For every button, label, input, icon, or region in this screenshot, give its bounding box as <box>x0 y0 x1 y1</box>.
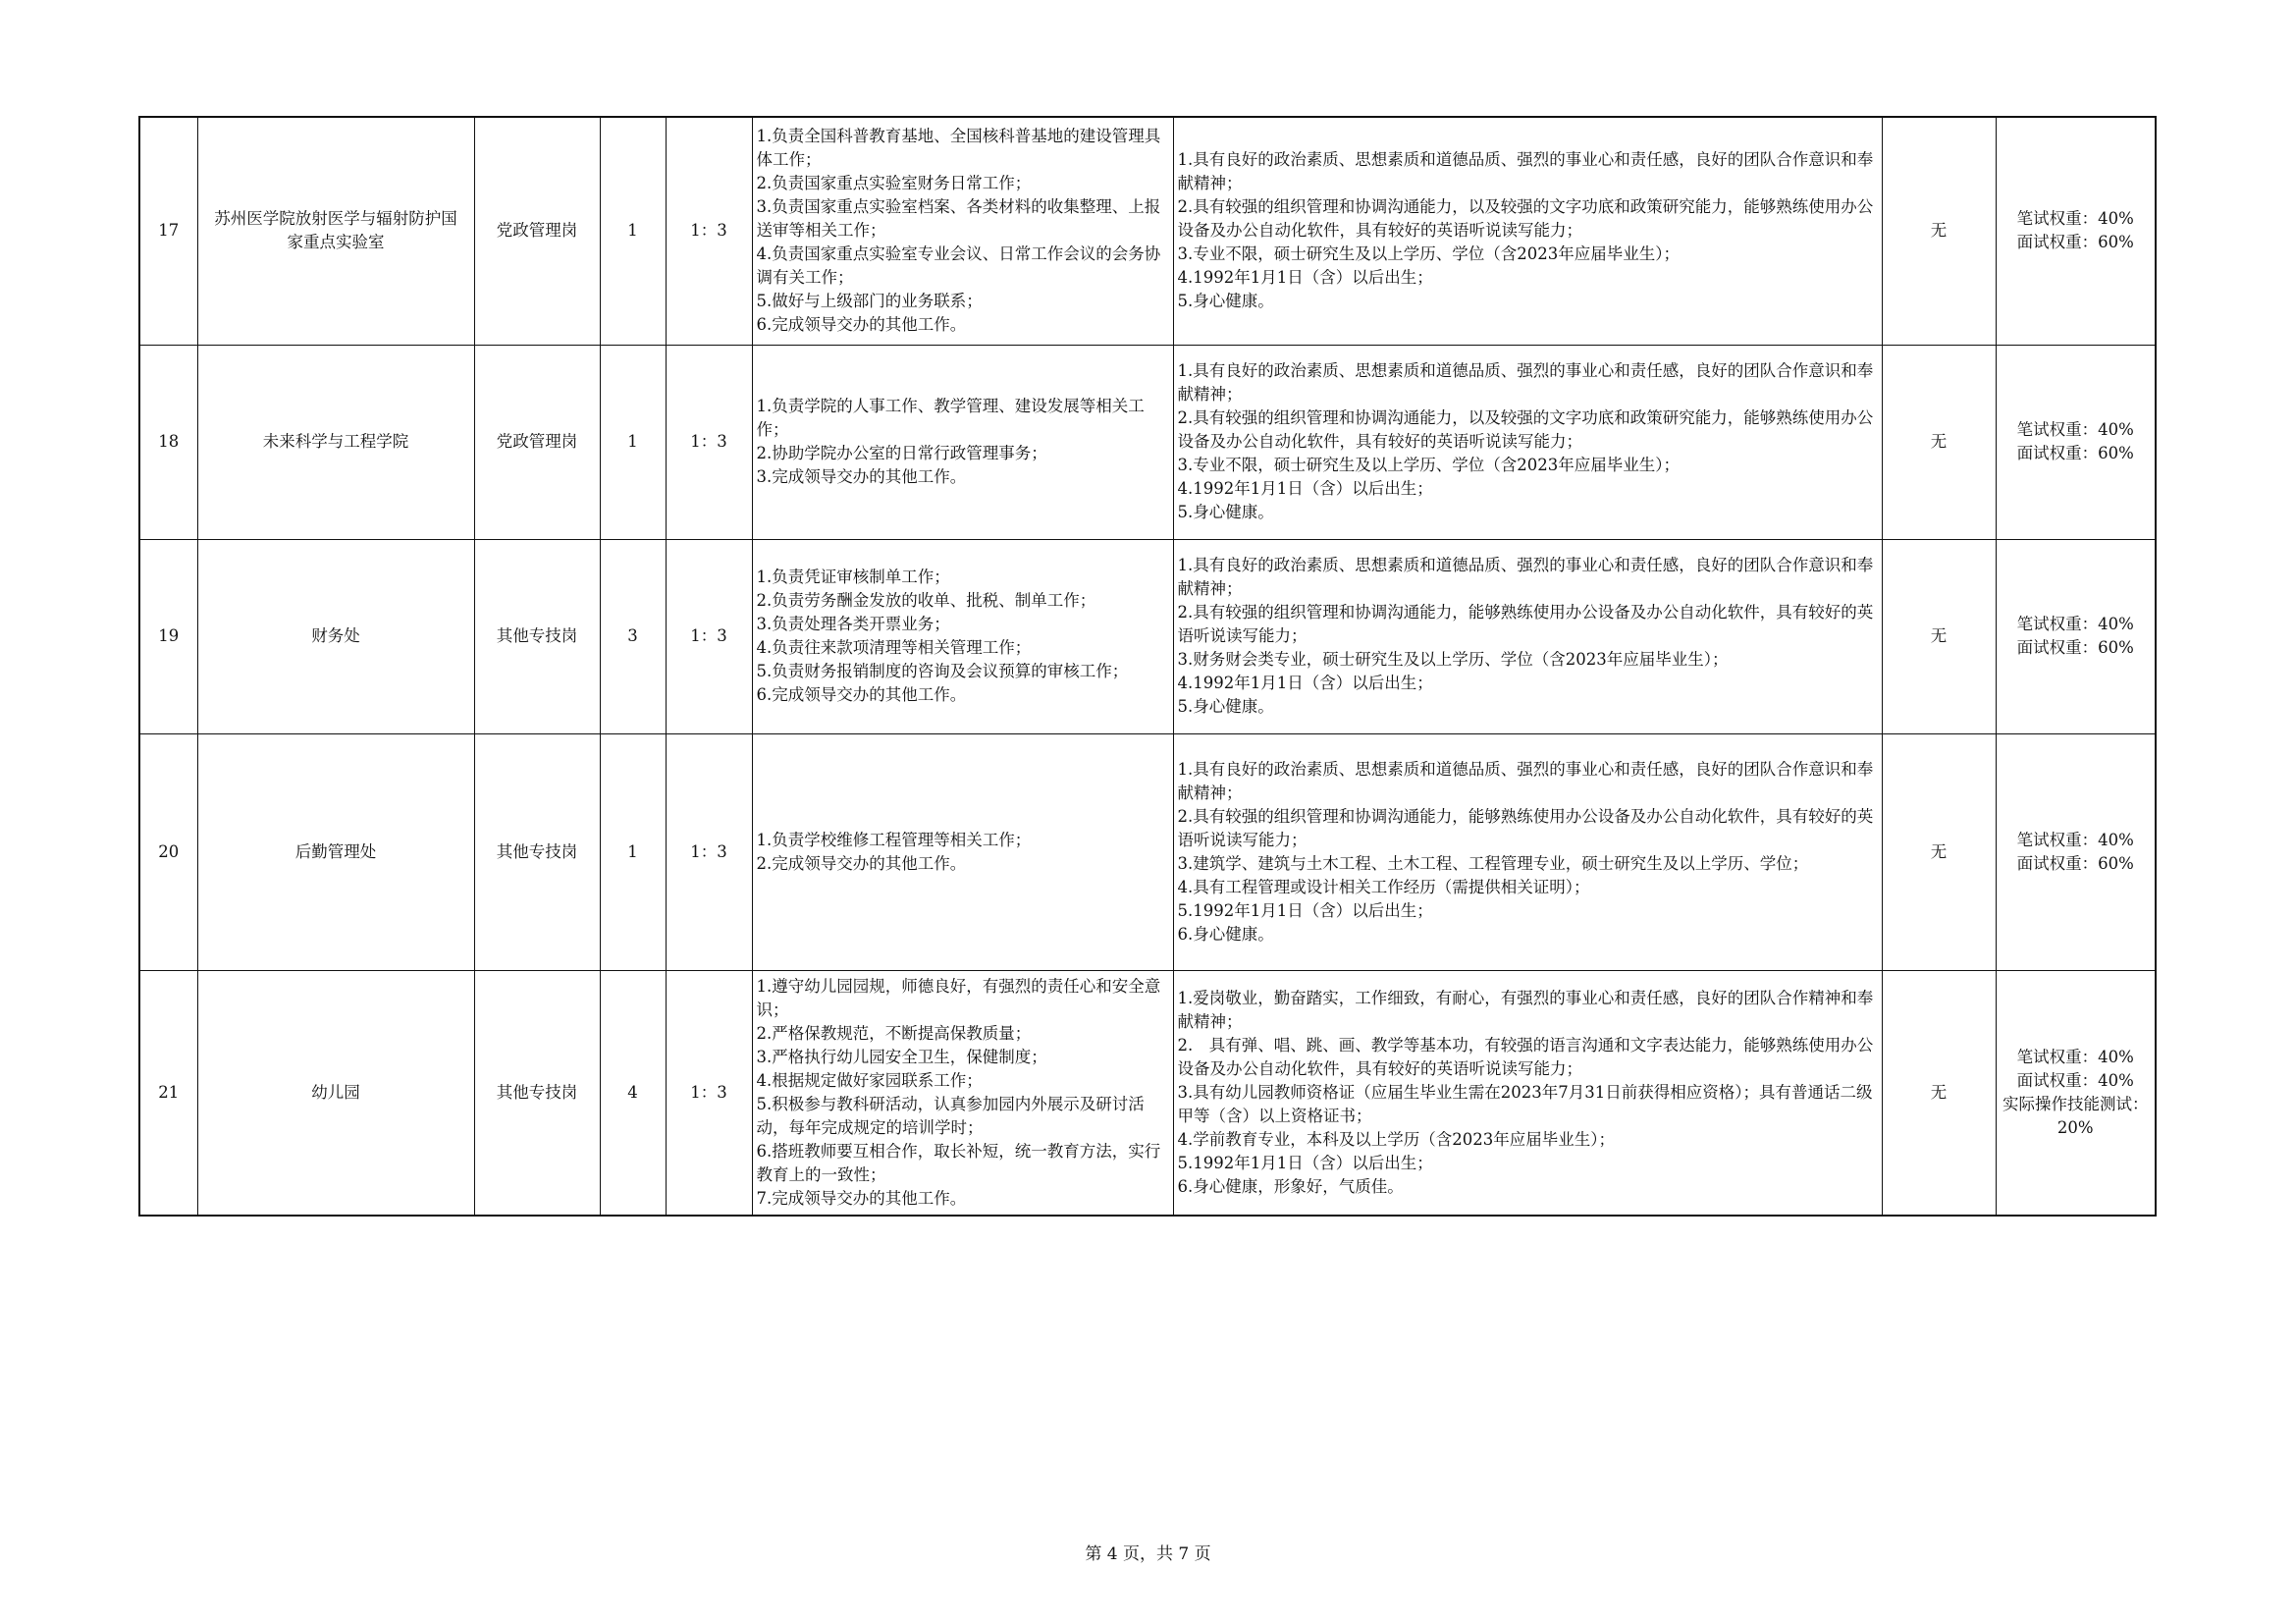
requirement-item: 5.1992年1月1日（含）以后出生； <box>1177 1153 1433 1172</box>
exam-ratio-cell: 1：3 <box>666 117 752 345</box>
requirement-item: 2.具有较强的组织管理和协调沟通能力，能够熟练使用办公设备及办公自动化软件，具有较好的英语听说读写能力； <box>1177 603 1874 645</box>
other-requirements-cell: 无 <box>1882 733 1996 970</box>
exam-weight-cell <box>1996 539 2156 733</box>
duty-item: 6.搭班教师要互相合作，取长补短，统一教育方法，实行教育上的一致性； <box>756 1141 1161 1184</box>
requirement-item: 3.建筑学、建筑与土木工程、土木工程、工程管理专业，硕士研究生及以上学历、学位； <box>1177 853 1809 873</box>
duty-item: 1.负责学校维修工程管理等相关工作； <box>756 830 1032 849</box>
exam-weight-item: 面试权重：60% <box>2016 638 2134 657</box>
requirement-item: 3.具有幼儿园教师资格证（应届生毕业生需在2023年7月31日前获得相应资格）；具有普通话二级甲等（含）以上资格证书； <box>1177 1082 1873 1125</box>
requirement-item: 2.具有较强的组织管理和协调沟通能力，以及较强的文字功底和政策研究能力，能够熟练使用办公设备及办公自动化软件，具有较好的英语听说读写能力； <box>1177 197 1874 241</box>
post-type-cell: 其他专技岗 <box>474 733 600 970</box>
duty-item: 2.负责国家重点实验室财务日常工作； <box>756 174 1032 193</box>
duty-item: 4.负责国家重点实验室专业会议、日常工作会议的会务协调有关工作； <box>756 244 1161 288</box>
row-number-cell: 17 <box>139 117 197 345</box>
duty-item: 2.负责劳务酬金发放的收单、批税、制单工作； <box>756 591 1096 610</box>
headcount-cell: 4 <box>600 970 666 1216</box>
requirement-item: 5.身心健康。 <box>1177 292 1274 311</box>
department-cell: 未来科学与工程学院 <box>197 345 474 539</box>
duty-item: 3.完成领导交办的其他工作。 <box>756 467 967 486</box>
requirements-cell <box>1173 733 1882 970</box>
headcount-cell: 1 <box>600 117 666 345</box>
duty-item: 5.做好与上级部门的业务联系； <box>756 292 983 311</box>
requirements-cell <box>1173 345 1882 539</box>
table-row <box>139 970 2156 1216</box>
requirement-item: 6.身心健康，形象好，气质佳。 <box>1177 1176 1404 1196</box>
post-type-cell: 其他专技岗 <box>474 970 600 1216</box>
requirements-cell <box>1173 539 1882 733</box>
exam-weight-item: 实际操作技能测试：20% <box>2002 1094 2149 1137</box>
headcount-cell: 3 <box>600 539 666 733</box>
requirement-item: 2. 具有弹、唱、跳、画、教学等基本功，有较强的语言沟通和文字表达能力，能够熟练使用办公设备及办公自动化软件，具有较好的英语听说读写能力； <box>1177 1035 1874 1078</box>
exam-weight-item: 面试权重：60% <box>2016 233 2134 252</box>
row-number-cell: 19 <box>139 539 197 733</box>
exam-weight-item: 面试权重：60% <box>2016 444 2134 462</box>
exam-weight-item: 面试权重：40% <box>2016 1070 2134 1090</box>
table-row <box>139 539 2156 733</box>
other-requirements-cell: 无 <box>1882 117 1996 345</box>
exam-weight-item: 笔试权重：40% <box>2016 615 2134 633</box>
exam-ratio-cell: 1：3 <box>666 345 752 539</box>
duty-item: 7.完成领导交办的其他工作。 <box>756 1188 967 1208</box>
requirement-item: 1.具有良好的政治素质、思想素质和道德品质、强烈的事业心和责任感，良好的团队合作意识和奉献精神； <box>1177 556 1874 598</box>
duty-item: 1.负责学院的人事工作、教学管理、建设发展等相关工作； <box>756 397 1145 439</box>
other-requirements-cell: 无 <box>1882 345 1996 539</box>
row-number-cell: 18 <box>139 345 197 539</box>
department-cell: 财务处 <box>197 539 474 733</box>
requirements-cell <box>1173 117 1882 345</box>
duty-item: 4.根据规定做好家园联系工作； <box>756 1070 983 1090</box>
row-number-cell: 20 <box>139 733 197 970</box>
exam-weight-item: 笔试权重：40% <box>2016 209 2134 229</box>
requirement-item: 4.1992年1月1日（含）以后出生； <box>1177 479 1433 498</box>
duties-cell <box>752 117 1173 345</box>
requirement-item: 3.财务财会类专业，硕士研究生及以上学历、学位（含2023年应届毕业生）； <box>1177 650 1729 669</box>
exam-ratio-cell: 1：3 <box>666 539 752 733</box>
page-indicator: 第 4 页，共 7 页 <box>1085 1544 1211 1564</box>
exam-weight-cell <box>1996 970 2156 1216</box>
requirement-item: 1.具有良好的政治素质、思想素质和道德品质、强烈的事业心和责任感，良好的团队合作意识和奉献精神； <box>1177 361 1874 404</box>
requirement-item: 3.专业不限，硕士研究生及以上学历、学位（含2023年应届毕业生）； <box>1177 244 1680 264</box>
other-requirements-cell: 无 <box>1882 539 1996 733</box>
requirement-item: 5.身心健康。 <box>1177 503 1274 521</box>
post-type-cell: 党政管理岗 <box>474 345 600 539</box>
duty-item: 5.负责财务报销制度的咨询及会议预算的审核工作； <box>756 662 1129 680</box>
requirement-item: 5.身心健康。 <box>1177 697 1274 716</box>
exam-weight-cell <box>1996 345 2156 539</box>
duty-item: 3.负责处理各类开票业务； <box>756 615 950 633</box>
duties-cell <box>752 970 1173 1216</box>
department-cell: 苏州医学院放射医学与辐射防护国家重点实验室 <box>197 117 474 345</box>
exam-ratio-cell: 1：3 <box>666 733 752 970</box>
exam-ratio-cell: 1：3 <box>666 970 752 1216</box>
job-positions-table <box>138 116 2157 1217</box>
requirement-item: 5.1992年1月1日（含）以后出生； <box>1177 900 1433 920</box>
table-row <box>139 345 2156 539</box>
exam-weight-item: 笔试权重：40% <box>2016 830 2134 849</box>
table-row <box>139 733 2156 970</box>
requirement-item: 4.1992年1月1日（含）以后出生； <box>1177 268 1433 288</box>
duty-item: 1.负责凭证审核制单工作； <box>756 568 950 586</box>
duties-cell <box>752 733 1173 970</box>
requirement-item: 1.具有良好的政治素质、思想素质和道德品质、强烈的事业心和责任感，良好的团队合作意识和奉献精神； <box>1177 759 1874 802</box>
table-row <box>139 117 2156 345</box>
duty-item: 5.积极参与教科研活动，认真参加园内外展示及研讨活动，每年完成规定的培训学时； <box>756 1094 1145 1137</box>
requirement-item: 2.具有较强的组织管理和协调沟通能力，以及较强的文字功底和政策研究能力，能够熟练使用办公设备及办公自动化软件，具有较好的英语听说读写能力； <box>1177 408 1874 451</box>
duty-item: 6.完成领导交办的其他工作。 <box>756 685 967 704</box>
duty-item: 3.负责国家重点实验室档案、各类材料的收集整理、上报送审等相关工作； <box>756 197 1161 241</box>
requirement-item: 6.身心健康。 <box>1177 924 1274 944</box>
headcount-cell: 1 <box>600 345 666 539</box>
page-footer <box>0 1540 2296 1564</box>
requirements-cell <box>1173 970 1882 1216</box>
exam-weight-cell <box>1996 117 2156 345</box>
requirement-item: 4.学前教育专业，本科及以上学历（含2023年应届毕业生）； <box>1177 1129 1615 1149</box>
other-requirements-cell: 无 <box>1882 970 1996 1216</box>
duty-item: 1.遵守幼儿园园规，师德良好，有强烈的责任心和安全意识； <box>756 976 1161 1019</box>
exam-weight-item: 笔试权重：40% <box>2016 1047 2134 1066</box>
requirement-item: 3.专业不限，硕士研究生及以上学历、学位（含2023年应届毕业生）； <box>1177 456 1680 474</box>
duty-item: 2.协助学院办公室的日常行政管理事务； <box>756 444 1047 462</box>
post-type-cell: 其他专技岗 <box>474 539 600 733</box>
post-type-cell: 党政管理岗 <box>474 117 600 345</box>
requirement-item: 1.爱岗敬业，勤奋踏实，工作细致，有耐心，有强烈的事业心和责任感，良好的团队合作精神和奉献精神； <box>1177 988 1874 1031</box>
requirement-item: 2.具有较强的组织管理和协调沟通能力，能够熟练使用办公设备及办公自动化软件，具有较好的英语听说读写能力； <box>1177 806 1874 849</box>
duty-item: 2.完成领导交办的其他工作。 <box>756 853 967 873</box>
table-body <box>139 117 2156 1216</box>
duties-cell <box>752 345 1173 539</box>
duty-item: 6.完成领导交办的其他工作。 <box>756 315 967 335</box>
headcount-cell: 1 <box>600 733 666 970</box>
exam-weight-cell <box>1996 733 2156 970</box>
duty-item: 4.负责往来款项清理等相关管理工作； <box>756 638 1032 657</box>
duty-item: 1.负责全国科普教育基地、全国核科普基地的建设管理具体工作； <box>756 127 1161 170</box>
duties-cell <box>752 539 1173 733</box>
exam-weight-item: 面试权重：60% <box>2016 853 2134 873</box>
duty-item: 3.严格执行幼儿园安全卫生，保健制度； <box>756 1047 1047 1066</box>
requirement-item: 4.具有工程管理或设计相关工作经历（需提供相关证明）； <box>1177 877 1590 896</box>
exam-weight-item: 笔试权重：40% <box>2016 420 2134 439</box>
duty-item: 2.严格保教规范，不断提高保教质量； <box>756 1023 1032 1043</box>
department-cell: 幼儿园 <box>197 970 474 1216</box>
department-cell: 后勤管理处 <box>197 733 474 970</box>
row-number-cell: 21 <box>139 970 197 1216</box>
requirement-item: 4.1992年1月1日（含）以后出生； <box>1177 674 1433 692</box>
requirement-item: 1.具有良好的政治素质、思想素质和道德品质、强烈的事业心和责任感，良好的团队合作意识和奉献精神； <box>1177 150 1874 193</box>
